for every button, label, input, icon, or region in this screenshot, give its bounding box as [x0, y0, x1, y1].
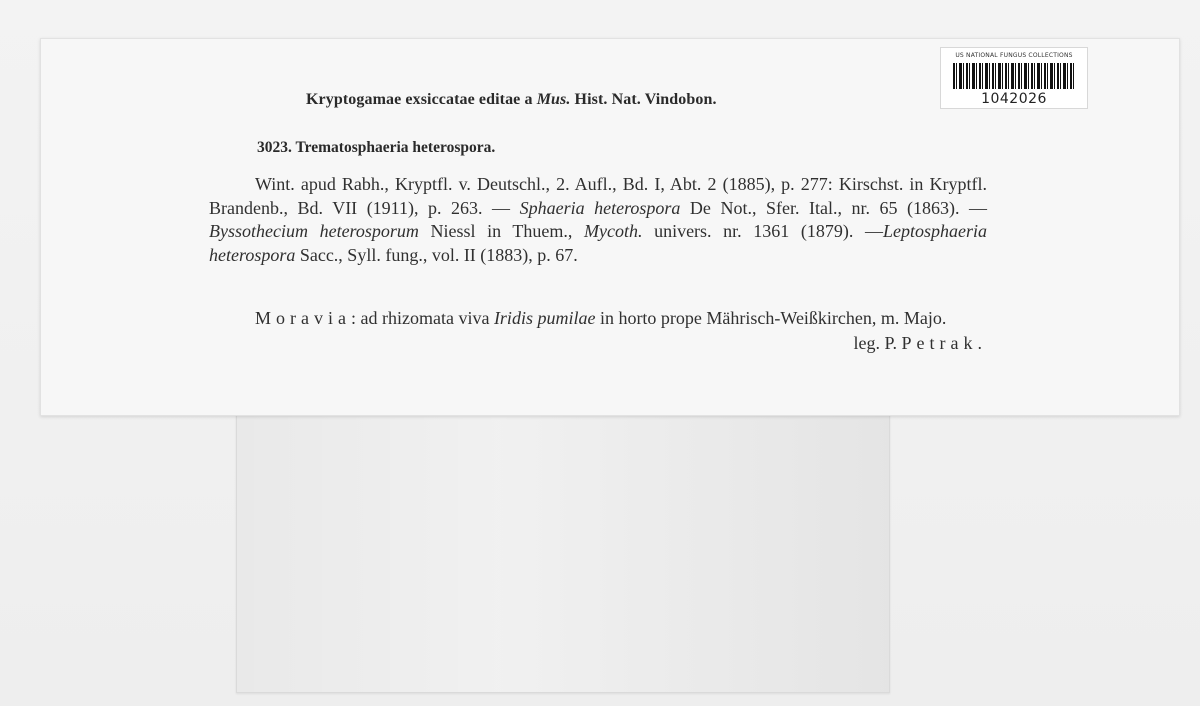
citation-segment-1: Wint. apud Rabh., Kryptfl. v. Deutschl., 2. Aufl., Bd. I, Abt. 2 (1885), p. 277: Kirschst. in Kryptfl. Brandenb., Bd. VII (1911), p. 263. —	[209, 174, 987, 218]
locality-text	[209, 307, 987, 355]
specimen-envelope	[236, 405, 890, 693]
citation-segment-4: univers. nr. 1361 (1879). —	[642, 221, 883, 241]
host-name: Iridis pumilae	[493, 308, 596, 328]
synonym-3: Leptosphaeria heterospora	[209, 221, 987, 265]
collector-prefix: leg. P.	[853, 332, 902, 353]
collector	[808, 332, 988, 356]
citation-text	[209, 173, 987, 267]
synonym-2: Byssothecium heterosporum	[209, 221, 419, 241]
envelope-shading	[237, 406, 889, 692]
exsiccata-title: Mycoth.	[583, 221, 643, 241]
citation-segment-5: Sacc., Syll. fung., vol. II (1883), p. 67.	[295, 244, 578, 265]
collector-name: Petrak.	[901, 332, 987, 353]
barcode-icon	[953, 63, 1075, 89]
series-header	[306, 91, 717, 109]
citation-segment-2: De Not., Sfer. Ital., nr. 65 (1863). —	[680, 197, 987, 218]
barcode-number: 1042026	[981, 91, 1047, 107]
species-title: 3023. Trematosphaeria heterospora.	[257, 139, 496, 156]
locality-segment-1: : ad rhizomata viva	[350, 308, 494, 328]
header-part3: Hist. Nat. Vindobon.	[570, 91, 717, 108]
citation-segment-3: Niessl in Thuem.,	[418, 221, 584, 241]
synonym-1: Sphaeria heterospora	[519, 197, 681, 218]
header-part1: Kryptogamae exsiccatae editae a	[306, 91, 537, 108]
region: Moravia	[255, 308, 351, 328]
barcode-label	[940, 47, 1088, 109]
locality-segment-2: in horto prope Mährisch-Weißkirchen, m. Majo.	[595, 308, 947, 328]
header-part2: Mus.	[536, 91, 571, 108]
barcode-caption: US NATIONAL FUNGUS COLLECTIONS	[955, 52, 1073, 59]
